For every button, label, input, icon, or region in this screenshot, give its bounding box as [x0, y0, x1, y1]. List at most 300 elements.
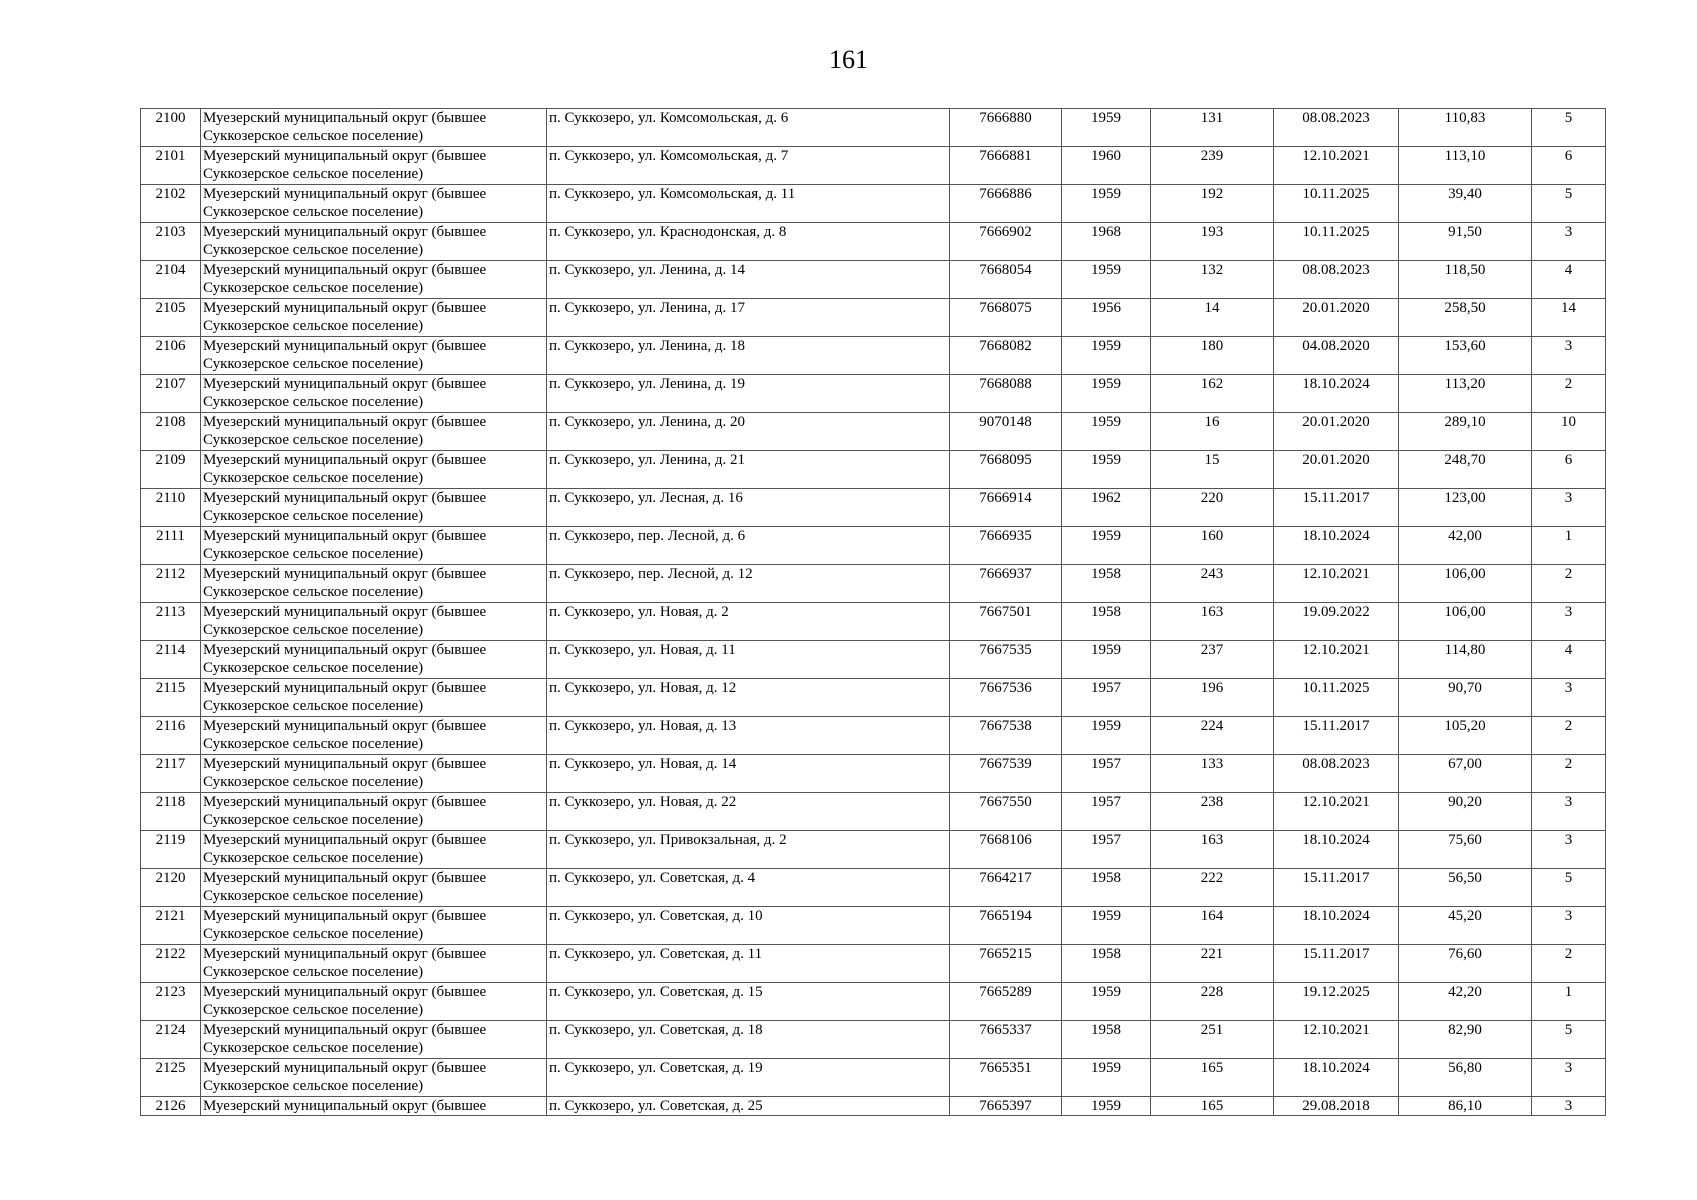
cell-row-number: 2113 — [141, 603, 201, 641]
cell-building-code: 7667538 — [950, 717, 1062, 755]
cell-address: п. Суккозеро, ул. Лесная, д. 16 — [547, 489, 950, 527]
cell-building-code: 7666937 — [950, 565, 1062, 603]
cell-construction-year: 1958 — [1062, 565, 1151, 603]
cell-municipality — [201, 1059, 547, 1097]
table-row — [141, 945, 1606, 983]
cell-municipality — [201, 223, 547, 261]
cell-quantity: 5 — [1532, 185, 1606, 223]
cell-quantity: 2 — [1532, 755, 1606, 793]
cell-building-code: 9070148 — [950, 413, 1062, 451]
cell-area-value: 106,00 — [1399, 565, 1532, 603]
cell-construction-year: 1958 — [1062, 869, 1151, 907]
cell-area-value: 42,20 — [1399, 983, 1532, 1021]
cell-record-number: 220 — [1151, 489, 1274, 527]
cell-quantity: 10 — [1532, 413, 1606, 451]
cell-building-code: 7666902 — [950, 223, 1062, 261]
cell-area-value: 76,60 — [1399, 945, 1532, 983]
cell-inspection-date: 20.01.2020 — [1274, 451, 1399, 489]
cell-address: п. Суккозеро, ул. Краснодонская, д. 8 — [547, 223, 950, 261]
cell-address: п. Суккозеро, ул. Новая, д. 12 — [547, 679, 950, 717]
cell-municipality — [201, 793, 547, 831]
municipality-line: Суккозерское сельское поселение) — [203, 242, 424, 258]
cell-inspection-date: 19.09.2022 — [1274, 603, 1399, 641]
municipality-line: Муезерский муниципальный округ (бывшее — [203, 566, 487, 582]
cell-row-number: 2102 — [141, 185, 201, 223]
cell-address: п. Суккозеро, ул. Советская, д. 4 — [547, 869, 950, 907]
cell-quantity: 4 — [1532, 641, 1606, 679]
cell-quantity: 3 — [1532, 489, 1606, 527]
cell-area-value: 106,00 — [1399, 603, 1532, 641]
cell-area-value: 90,70 — [1399, 679, 1532, 717]
table-row — [141, 565, 1606, 603]
cell-construction-year: 1957 — [1062, 793, 1151, 831]
cell-address: п. Суккозеро, ул. Ленина, д. 21 — [547, 451, 950, 489]
cell-row-number: 2112 — [141, 565, 201, 603]
cell-municipality — [201, 1097, 547, 1116]
table-row — [141, 337, 1606, 375]
cell-inspection-date: 12.10.2021 — [1274, 147, 1399, 185]
cell-record-number: 15 — [1151, 451, 1274, 489]
cell-municipality — [201, 983, 547, 1021]
cell-row-number: 2100 — [141, 109, 201, 147]
municipality-line: Суккозерское сельское поселение) — [203, 850, 424, 866]
cell-building-code: 7668082 — [950, 337, 1062, 375]
cell-construction-year: 1957 — [1062, 831, 1151, 869]
cell-municipality — [201, 717, 547, 755]
cell-building-code: 7667535 — [950, 641, 1062, 679]
cell-address: п. Суккозеро, ул. Новая, д. 11 — [547, 641, 950, 679]
page-number: 161 — [829, 45, 868, 74]
municipality-line: Суккозерское сельское поселение) — [203, 1040, 424, 1056]
cell-inspection-date: 18.10.2024 — [1274, 375, 1399, 413]
cell-construction-year: 1959 — [1062, 185, 1151, 223]
cell-row-number: 2106 — [141, 337, 201, 375]
cell-address: п. Суккозеро, ул. Новая, д. 14 — [547, 755, 950, 793]
cell-municipality — [201, 945, 547, 983]
cell-area-value: 82,90 — [1399, 1021, 1532, 1059]
municipality-line: Суккозерское сельское поселение) — [203, 774, 424, 790]
cell-quantity: 3 — [1532, 907, 1606, 945]
cell-municipality — [201, 679, 547, 717]
cell-inspection-date: 20.01.2020 — [1274, 299, 1399, 337]
cell-construction-year: 1957 — [1062, 755, 1151, 793]
cell-quantity: 14 — [1532, 299, 1606, 337]
cell-address: п. Суккозеро, ул. Советская, д. 25 — [547, 1097, 950, 1116]
table-row — [141, 983, 1606, 1021]
cell-record-number: 165 — [1151, 1097, 1274, 1116]
cell-municipality — [201, 147, 547, 185]
cell-building-code: 7667501 — [950, 603, 1062, 641]
cell-inspection-date: 18.10.2024 — [1274, 1059, 1399, 1097]
cell-inspection-date: 10.11.2025 — [1274, 185, 1399, 223]
cell-area-value: 42,00 — [1399, 527, 1532, 565]
cell-address: п. Суккозеро, ул. Ленина, д. 19 — [547, 375, 950, 413]
cell-area-value: 289,10 — [1399, 413, 1532, 451]
table-row — [141, 1021, 1606, 1059]
municipality-line: Муезерский муниципальный округ (бывшее — [203, 110, 487, 126]
municipality-line: Муезерский муниципальный округ (бывшее — [203, 528, 487, 544]
cell-inspection-date: 18.10.2024 — [1274, 907, 1399, 945]
cell-construction-year: 1959 — [1062, 451, 1151, 489]
cell-area-value: 153,60 — [1399, 337, 1532, 375]
cell-area-value: 75,60 — [1399, 831, 1532, 869]
cell-building-code: 7667550 — [950, 793, 1062, 831]
cell-row-number: 2124 — [141, 1021, 201, 1059]
cell-quantity: 2 — [1532, 375, 1606, 413]
cell-building-code: 7667539 — [950, 755, 1062, 793]
cell-quantity: 3 — [1532, 679, 1606, 717]
cell-municipality — [201, 109, 547, 147]
municipality-line: Муезерский муниципальный округ (бывшее — [203, 414, 487, 430]
table-row — [141, 489, 1606, 527]
municipality-line: Муезерский муниципальный округ (бывшее — [203, 794, 487, 810]
cell-address: п. Суккозеро, ул. Ленина, д. 20 — [547, 413, 950, 451]
cell-area-value: 248,70 — [1399, 451, 1532, 489]
cell-record-number: 163 — [1151, 831, 1274, 869]
cell-quantity: 3 — [1532, 1097, 1606, 1116]
municipality-line: Суккозерское сельское поселение) — [203, 470, 424, 486]
cell-municipality — [201, 641, 547, 679]
cell-record-number: 131 — [1151, 109, 1274, 147]
cell-row-number: 2126 — [141, 1097, 201, 1116]
cell-building-code: 7666880 — [950, 109, 1062, 147]
cell-construction-year: 1968 — [1062, 223, 1151, 261]
cell-construction-year: 1959 — [1062, 907, 1151, 945]
cell-area-value: 258,50 — [1399, 299, 1532, 337]
cell-area-value: 39,40 — [1399, 185, 1532, 223]
cell-row-number: 2118 — [141, 793, 201, 831]
cell-quantity: 3 — [1532, 337, 1606, 375]
table-row — [141, 679, 1606, 717]
cell-address: п. Суккозеро, ул. Советская, д. 18 — [547, 1021, 950, 1059]
cell-address: п. Суккозеро, пер. Лесной, д. 12 — [547, 565, 950, 603]
cell-row-number: 2110 — [141, 489, 201, 527]
table-row — [141, 793, 1606, 831]
cell-inspection-date: 10.11.2025 — [1274, 223, 1399, 261]
table-body — [141, 109, 1606, 1116]
cell-record-number: 160 — [1151, 527, 1274, 565]
municipality-line: Муезерский муниципальный округ (бывшее — [203, 832, 487, 848]
table-row — [141, 755, 1606, 793]
cell-area-value: 110,83 — [1399, 109, 1532, 147]
cell-municipality — [201, 185, 547, 223]
cell-inspection-date: 08.08.2023 — [1274, 261, 1399, 299]
cell-construction-year: 1959 — [1062, 1059, 1151, 1097]
cell-quantity: 1 — [1532, 527, 1606, 565]
municipality-line: Муезерский муниципальный округ (бывшее — [203, 984, 487, 1000]
cell-record-number: 14 — [1151, 299, 1274, 337]
cell-address: п. Суккозеро, ул. Комсомольская, д. 7 — [547, 147, 950, 185]
municipality-line: Суккозерское сельское поселение) — [203, 356, 424, 372]
table-row — [141, 451, 1606, 489]
municipality-line: Муезерский муниципальный округ (бывшее — [203, 718, 487, 734]
cell-inspection-date: 12.10.2021 — [1274, 565, 1399, 603]
cell-area-value: 105,20 — [1399, 717, 1532, 755]
cell-record-number: 193 — [1151, 223, 1274, 261]
cell-address: п. Суккозеро, ул. Новая, д. 22 — [547, 793, 950, 831]
cell-row-number: 2105 — [141, 299, 201, 337]
cell-address: п. Суккозеро, ул. Новая, д. 13 — [547, 717, 950, 755]
municipality-line: Муезерский муниципальный округ (бывшее — [203, 300, 487, 316]
cell-quantity: 3 — [1532, 831, 1606, 869]
municipality-line: Суккозерское сельское поселение) — [203, 888, 424, 904]
cell-construction-year: 1959 — [1062, 109, 1151, 147]
cell-area-value: 113,20 — [1399, 375, 1532, 413]
cell-record-number: 192 — [1151, 185, 1274, 223]
cell-address: п. Суккозеро, ул. Ленина, д. 18 — [547, 337, 950, 375]
cell-construction-year: 1959 — [1062, 337, 1151, 375]
cell-row-number: 2125 — [141, 1059, 201, 1097]
municipality-line: Муезерский муниципальный округ (бывшее — [203, 490, 487, 506]
cell-record-number: 180 — [1151, 337, 1274, 375]
table-row — [141, 869, 1606, 907]
municipality-line: Суккозерское сельское поселение) — [203, 128, 424, 144]
table-row — [141, 831, 1606, 869]
cell-address: п. Суккозеро, ул. Привокзальная, д. 2 — [547, 831, 950, 869]
cell-area-value: 56,50 — [1399, 869, 1532, 907]
cell-inspection-date: 18.10.2024 — [1274, 831, 1399, 869]
municipality-line: Муезерский муниципальный округ (бывшее — [203, 186, 487, 202]
table-row — [141, 147, 1606, 185]
cell-inspection-date: 15.11.2017 — [1274, 869, 1399, 907]
municipality-line: Суккозерское сельское поселение) — [203, 926, 424, 942]
municipality-line: Суккозерское сельское поселение) — [203, 698, 424, 714]
cell-municipality — [201, 489, 547, 527]
municipality-line: Муезерский муниципальный округ (бывшее — [203, 1060, 487, 1076]
municipality-line: Муезерский муниципальный округ (бывшее — [203, 148, 487, 164]
municipality-line: Муезерский муниципальный округ (бывшее — [203, 908, 487, 924]
cell-construction-year: 1959 — [1062, 375, 1151, 413]
cell-record-number: 163 — [1151, 603, 1274, 641]
cell-inspection-date: 12.10.2021 — [1274, 793, 1399, 831]
cell-inspection-date: 15.11.2017 — [1274, 717, 1399, 755]
cell-quantity: 5 — [1532, 869, 1606, 907]
cell-building-code: 7668054 — [950, 261, 1062, 299]
municipality-line: Суккозерское сельское поселение) — [203, 736, 424, 752]
cell-area-value: 86,10 — [1399, 1097, 1532, 1116]
cell-address: п. Суккозеро, ул. Ленина, д. 14 — [547, 261, 950, 299]
municipality-line: Суккозерское сельское поселение) — [203, 432, 424, 448]
municipality-line: Суккозерское сельское поселение) — [203, 1002, 424, 1018]
cell-record-number: 221 — [1151, 945, 1274, 983]
cell-address: п. Суккозеро, ул. Советская, д. 15 — [547, 983, 950, 1021]
cell-quantity: 4 — [1532, 261, 1606, 299]
table-row — [141, 603, 1606, 641]
municipality-line: Муезерский муниципальный округ (бывшее — [203, 224, 487, 240]
cell-address: п. Суккозеро, ул. Советская, д. 11 — [547, 945, 950, 983]
cell-building-code: 7665337 — [950, 1021, 1062, 1059]
municipality-line: Муезерский муниципальный округ (бывшее — [203, 680, 487, 696]
cell-row-number: 2109 — [141, 451, 201, 489]
cell-building-code: 7668075 — [950, 299, 1062, 337]
municipality-line: Муезерский муниципальный округ (бывшее — [203, 338, 487, 354]
table-row — [141, 717, 1606, 755]
cell-record-number: 251 — [1151, 1021, 1274, 1059]
cell-municipality — [201, 831, 547, 869]
municipality-line: Суккозерское сельское поселение) — [203, 584, 424, 600]
cell-row-number: 2119 — [141, 831, 201, 869]
cell-construction-year: 1958 — [1062, 945, 1151, 983]
cell-row-number: 2104 — [141, 261, 201, 299]
cell-municipality — [201, 261, 547, 299]
cell-building-code: 7665194 — [950, 907, 1062, 945]
cell-construction-year: 1959 — [1062, 261, 1151, 299]
cell-quantity: 6 — [1532, 147, 1606, 185]
cell-area-value: 56,80 — [1399, 1059, 1532, 1097]
cell-inspection-date: 15.11.2017 — [1274, 945, 1399, 983]
cell-municipality — [201, 565, 547, 603]
municipality-line: Муезерский муниципальный округ (бывшее — [203, 756, 487, 772]
cell-record-number: 196 — [1151, 679, 1274, 717]
cell-construction-year: 1958 — [1062, 603, 1151, 641]
cell-inspection-date: 10.11.2025 — [1274, 679, 1399, 717]
cell-construction-year: 1957 — [1062, 679, 1151, 717]
cell-building-code: 7666886 — [950, 185, 1062, 223]
cell-row-number: 2111 — [141, 527, 201, 565]
cell-construction-year: 1959 — [1062, 717, 1151, 755]
cell-construction-year: 1959 — [1062, 1097, 1151, 1116]
cell-row-number: 2103 — [141, 223, 201, 261]
cell-area-value: 113,10 — [1399, 147, 1532, 185]
cell-row-number: 2117 — [141, 755, 201, 793]
cell-building-code: 7664217 — [950, 869, 1062, 907]
cell-municipality — [201, 299, 547, 337]
cell-address: п. Суккозеро, ул. Новая, д. 2 — [547, 603, 950, 641]
cell-construction-year: 1960 — [1062, 147, 1151, 185]
cell-area-value: 114,80 — [1399, 641, 1532, 679]
cell-inspection-date: 08.08.2023 — [1274, 755, 1399, 793]
cell-construction-year: 1956 — [1062, 299, 1151, 337]
cell-record-number: 238 — [1151, 793, 1274, 831]
cell-record-number: 165 — [1151, 1059, 1274, 1097]
cell-municipality — [201, 755, 547, 793]
cell-row-number: 2122 — [141, 945, 201, 983]
cell-municipality — [201, 527, 547, 565]
cell-quantity: 6 — [1532, 451, 1606, 489]
cell-record-number: 133 — [1151, 755, 1274, 793]
cell-row-number: 2115 — [141, 679, 201, 717]
cell-record-number: 228 — [1151, 983, 1274, 1021]
cell-address: п. Суккозеро, ул. Ленина, д. 17 — [547, 299, 950, 337]
municipality-line: Муезерский муниципальный округ (бывшее — [203, 946, 487, 962]
municipality-line: Муезерский муниципальный округ (бывшее — [203, 452, 487, 468]
table-row — [141, 109, 1606, 147]
cell-quantity: 3 — [1532, 223, 1606, 261]
cell-inspection-date: 29.08.2018 — [1274, 1097, 1399, 1116]
table-row — [141, 375, 1606, 413]
cell-quantity: 2 — [1532, 565, 1606, 603]
cell-row-number: 2123 — [141, 983, 201, 1021]
table-row — [141, 261, 1606, 299]
table-row — [141, 907, 1606, 945]
cell-construction-year: 1959 — [1062, 641, 1151, 679]
cell-record-number: 237 — [1151, 641, 1274, 679]
cell-construction-year: 1959 — [1062, 527, 1151, 565]
cell-quantity: 2 — [1532, 945, 1606, 983]
cell-building-code: 7665397 — [950, 1097, 1062, 1116]
cell-record-number: 239 — [1151, 147, 1274, 185]
cell-record-number: 132 — [1151, 261, 1274, 299]
cell-building-code: 7665289 — [950, 983, 1062, 1021]
cell-area-value: 90,20 — [1399, 793, 1532, 831]
cell-building-code: 7666881 — [950, 147, 1062, 185]
table-row — [141, 299, 1606, 337]
cell-quantity: 3 — [1532, 603, 1606, 641]
municipality-line: Суккозерское сельское поселение) — [203, 394, 424, 410]
municipality-line: Суккозерское сельское поселение) — [203, 508, 424, 524]
cell-record-number: 222 — [1151, 869, 1274, 907]
municipality-line: Муезерский муниципальный округ (бывшее — [203, 642, 487, 658]
cell-building-code: 7666914 — [950, 489, 1062, 527]
cell-quantity: 3 — [1532, 1059, 1606, 1097]
cell-building-code: 7668106 — [950, 831, 1062, 869]
municipality-line: Суккозерское сельское поселение) — [203, 546, 424, 562]
cell-quantity: 2 — [1532, 717, 1606, 755]
cell-address: п. Суккозеро, ул. Советская, д. 10 — [547, 907, 950, 945]
table-row — [141, 1097, 1606, 1116]
cell-record-number: 16 — [1151, 413, 1274, 451]
cell-quantity: 1 — [1532, 983, 1606, 1021]
cell-inspection-date: 18.10.2024 — [1274, 527, 1399, 565]
cell-municipality — [201, 907, 547, 945]
table-row — [141, 641, 1606, 679]
municipality-line: Муезерский муниципальный округ (бывшее — [203, 376, 487, 392]
cell-municipality — [201, 337, 547, 375]
cell-inspection-date: 08.08.2023 — [1274, 109, 1399, 147]
cell-address: п. Суккозеро, ул. Комсомольская, д. 6 — [547, 109, 950, 147]
municipality-line: Муезерский муниципальный округ (бывшее — [203, 1098, 487, 1114]
cell-inspection-date: 19.12.2025 — [1274, 983, 1399, 1021]
cell-municipality — [201, 603, 547, 641]
cell-row-number: 2121 — [141, 907, 201, 945]
cell-row-number: 2116 — [141, 717, 201, 755]
cell-address: п. Суккозеро, пер. Лесной, д. 6 — [547, 527, 950, 565]
municipality-line: Суккозерское сельское поселение) — [203, 812, 424, 828]
cell-building-code: 7668095 — [950, 451, 1062, 489]
table-row — [141, 413, 1606, 451]
table-row — [141, 223, 1606, 261]
cell-building-code: 7665215 — [950, 945, 1062, 983]
cell-quantity: 5 — [1532, 1021, 1606, 1059]
municipality-line: Суккозерское сельское поселение) — [203, 280, 424, 296]
cell-address: п. Суккозеро, ул. Комсомольская, д. 11 — [547, 185, 950, 223]
municipality-line: Суккозерское сельское поселение) — [203, 204, 424, 220]
cell-area-value: 91,50 — [1399, 223, 1532, 261]
cell-construction-year: 1959 — [1062, 413, 1151, 451]
cell-building-code: 7666935 — [950, 527, 1062, 565]
cell-area-value: 123,00 — [1399, 489, 1532, 527]
cell-row-number: 2114 — [141, 641, 201, 679]
cell-municipality — [201, 1021, 547, 1059]
cell-row-number: 2120 — [141, 869, 201, 907]
cell-row-number: 2107 — [141, 375, 201, 413]
cell-construction-year: 1959 — [1062, 983, 1151, 1021]
municipality-line: Муезерский муниципальный округ (бывшее — [203, 870, 487, 886]
cell-row-number: 2101 — [141, 147, 201, 185]
cell-quantity: 5 — [1532, 109, 1606, 147]
table-row — [141, 185, 1606, 223]
municipality-line: Муезерский муниципальный округ (бывшее — [203, 262, 487, 278]
cell-construction-year: 1958 — [1062, 1021, 1151, 1059]
cell-area-value: 45,20 — [1399, 907, 1532, 945]
municipality-line: Муезерский муниципальный округ (бывшее — [203, 1022, 487, 1038]
cell-municipality — [201, 375, 547, 413]
cell-building-code: 7665351 — [950, 1059, 1062, 1097]
cell-inspection-date: 12.10.2021 — [1274, 1021, 1399, 1059]
cell-inspection-date: 20.01.2020 — [1274, 413, 1399, 451]
municipality-line: Суккозерское сельское поселение) — [203, 318, 424, 334]
cell-area-value: 67,00 — [1399, 755, 1532, 793]
